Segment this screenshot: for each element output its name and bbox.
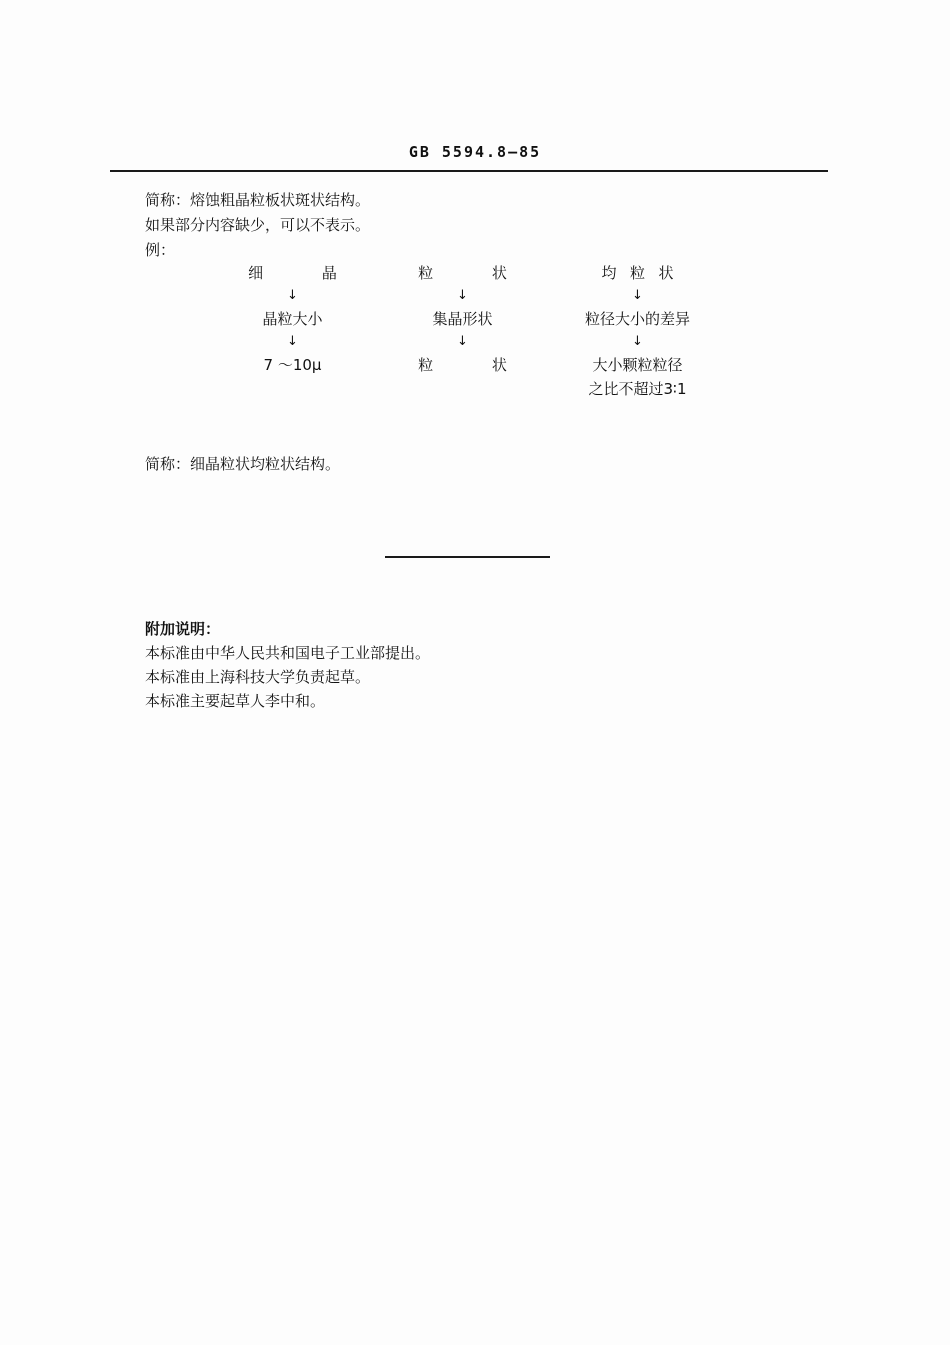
down-arrow-icon: ↓ bbox=[287, 334, 298, 349]
intro-missing-line: 如果部分内容缺少，可以不表示。 bbox=[145, 216, 371, 234]
intro-abbrev-line: 简称：熔蚀粗晶粒板状斑状结构。 bbox=[145, 191, 371, 209]
diagram-node: 粒 状 bbox=[418, 264, 534, 282]
diagram-node: 大小颗粒粒径 bbox=[592, 356, 683, 374]
diagram-column-1 bbox=[240, 263, 364, 375]
summary-abbrev-line: 简称：细晶粒状均粒状结构。 bbox=[145, 455, 341, 473]
diagram-node: 粒 状 bbox=[418, 356, 534, 374]
diagram-node: 晶粒大小 bbox=[262, 310, 323, 328]
appendix-line: 本标准由中华人民共和国电子工业部提出。 bbox=[145, 644, 431, 662]
standard-code: GB 5594.8—85 bbox=[408, 143, 542, 161]
diagram-node: 7 ～10μ bbox=[263, 356, 322, 374]
appendix-line: 本标准主要起草人李中和。 bbox=[145, 692, 326, 710]
down-arrow-icon: ↓ bbox=[457, 288, 468, 303]
down-arrow-icon: ↓ bbox=[287, 288, 298, 303]
down-arrow-icon: ↓ bbox=[632, 288, 643, 303]
header-rule bbox=[110, 170, 828, 172]
diagram-node: 粒径大小的差异 bbox=[584, 310, 690, 328]
appendix-title: 附加说明： bbox=[145, 620, 221, 638]
diagram-node: 集晶形状 bbox=[432, 310, 493, 328]
down-arrow-icon: ↓ bbox=[632, 334, 643, 349]
diagram-node: 之比不超过3∶1 bbox=[588, 380, 687, 398]
diagram-column-3 bbox=[560, 263, 715, 399]
section-separator bbox=[385, 556, 550, 558]
down-arrow-icon: ↓ bbox=[457, 334, 468, 349]
diagram-node: 均粒状 bbox=[601, 264, 687, 282]
example-label: 例： bbox=[145, 241, 176, 259]
diagram-node: 细 晶 bbox=[248, 264, 364, 282]
diagram-column-2 bbox=[410, 263, 534, 375]
appendix-line: 本标准由上海科技大学负责起草。 bbox=[145, 668, 371, 686]
